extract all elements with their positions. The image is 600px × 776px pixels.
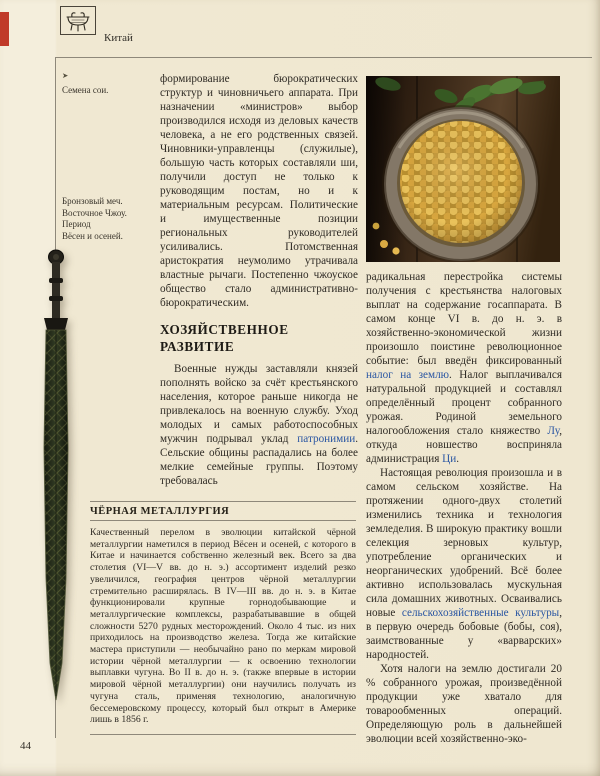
page-number: 44 (20, 740, 31, 752)
bronze-vessel-icon (64, 10, 92, 32)
cross-reference-link: налог на землю (366, 369, 450, 381)
top-rule (55, 57, 592, 58)
metallurgy-title: ЧЁРНАЯ МЕТАЛЛУРГИЯ (90, 502, 356, 521)
bronze-sword-image (22, 248, 90, 718)
metallurgy-box (90, 501, 356, 735)
chapter-icon-frame (60, 6, 96, 35)
cross-reference-link: сельскохозяйственные культуры (401, 607, 560, 619)
paragraph-bureaucracy: формирование бюрократических структур и чиновничьего аппарата. При назначении «министров» выбор производился исходя из деловых качеств человека, а не его родственных связей. Чиновники-управленцы (служилые), большую часть которых составляли ши, получили доступ не только к руководящим постам, но и к материальным ресурсам. Политические и имущественные позиции региональных руководителей усиливались. Потомственная аристократия неумолимо утрачивала властные рычаги. Постепенно чжоуское общество стало административно-бюрократическим. (160, 73, 358, 309)
cross-reference-link: патронимии (297, 433, 356, 445)
soybeans-photo (366, 76, 560, 262)
text-segment: . Сельские общины распадались на более мелкие семейные группы. Поэтому требовалась (160, 433, 358, 487)
cross-reference-link: Лу (547, 425, 560, 437)
right-column (366, 76, 562, 746)
paragraph-trade: Хотя налоги на землю достигали 20 % собранного урожая, произведённой продукции уже хватало для товарообменных операций. Определяющую роль в дальнейшей эволюции всей хозяйственно-эко- (366, 663, 562, 745)
section-heading: ХОЗЯЙСТВЕННОЕ РАЗВИТИЕ (160, 322, 289, 354)
bowl-of-soybeans (384, 107, 538, 261)
sword-caption-line: Вёсен и осеней. (62, 230, 123, 241)
paragraph-tax-reform (366, 270, 562, 466)
soy-caption-text: Семена сои. (62, 84, 109, 95)
text-segment: , откуда новшество восприняла администрация (366, 425, 562, 465)
paragraph-agriculture (366, 466, 562, 662)
arrow-icon: ➤ (62, 71, 69, 80)
text-segment: . Налог выплачивался натуральной продукцией и составлял определённый процент собранного урожая. Родиной земельного налогообложения стало княжество (366, 369, 562, 437)
soy-caption (62, 70, 154, 96)
cross-reference-link: Ци (442, 453, 457, 465)
sword-caption-line: Восточное Чжоу. (62, 207, 127, 218)
paragraph-military (160, 362, 358, 488)
text-segment: , в первую очередь бобовые (бобы, соя), заимствованные у «варварских» народностей. (366, 607, 562, 661)
text-segment: Военные нужды заставляли князей пополнять войско за счёт крестьянского населения, которое раньше никогда не привлекалось на военную службу. Уход молодых и самых работоспособных мужчин подрывал уклад (160, 363, 358, 445)
text-segment: Настоящая революция произошла и в самом сельском хозяйстве. На протяжении одного-двух столетий изменились техника и технология земледелия. В широкую практику вошли селекция зерновых культур, употребление органических и неорганических удобрений. Всё более активно использовалась мускульная сила домашних животных. Осваивались новые (366, 467, 562, 619)
sword-caption-line: Бронзовый меч. (62, 196, 123, 206)
section-label: Китай (104, 32, 133, 44)
sword-caption (62, 196, 156, 242)
text-segment: . (456, 453, 460, 465)
text-segment: радикальная перестройка системы получения с крестьянства налоговых выплат на содержание госаппарата. В самом конце VI в. до н. э. в хозяйственно-экономической жизни произошло поистине революционное событие: был введён фиксированный (366, 271, 562, 367)
metallurgy-body: Качественный перелом в эволюции китайской чёрной металлургии наметился в период Вёсен и осеней, с которого в Китае и начинается собственно железный век. Всего за два столетия (VI—V вв. до н. э.) ассортимент изделий резко увеличился, география центров чёрной металлургии стремительно расширялась. В IV—III вв. до н. э. в Китае функционировали крупные горнодобывающие и металлургические комплексы, разрабатывавшие в общей сложности 5270 рудных месторождений. Около 4 тыс. из них приходилось на производство железа. Тогда же китайские мастера приступили — необычайно рано по меркам мировой истории чёрной металлургии — к освоению технологии выплавки чугуна. Во II в. до н. э. (также впервые в истории мировой чёрной металлургии) они научились получать из чугуна сталь, применяя технологию, аналогичную бессемеровскому процессу, который был открыт в Америке лишь в 1856 г. (90, 527, 356, 726)
sword-caption-line: Период (62, 219, 91, 229)
section-tab (0, 12, 9, 46)
